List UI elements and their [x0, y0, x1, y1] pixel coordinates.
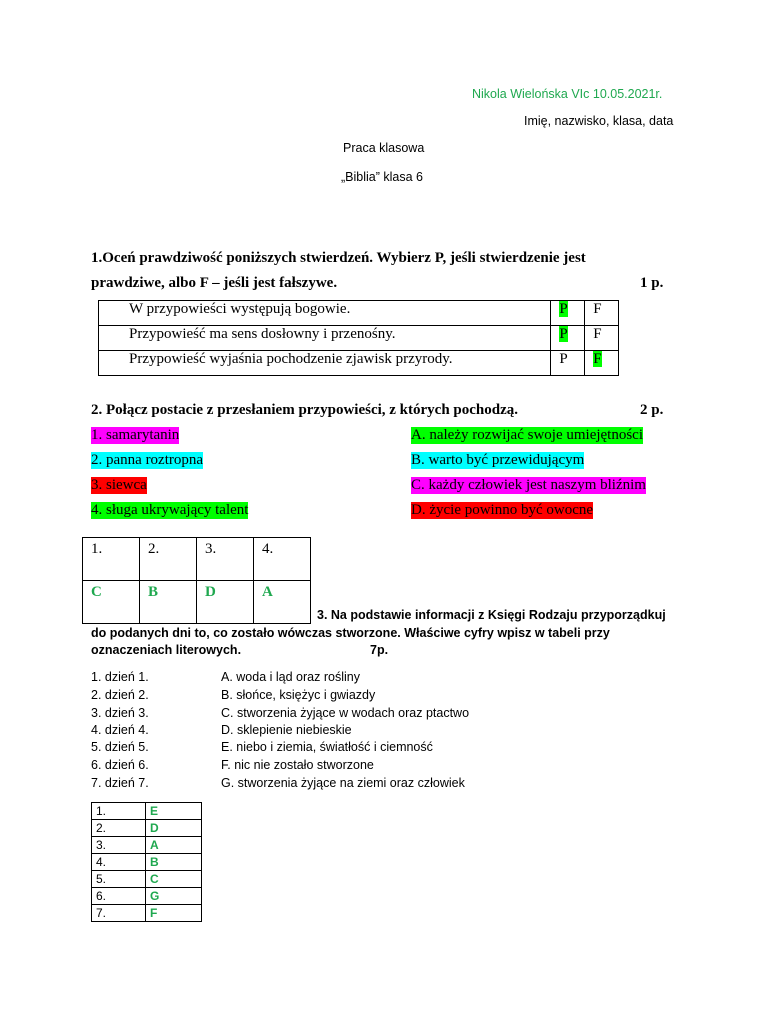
task3-instruction-line3: oznaczeniach literowych.: [91, 643, 242, 657]
table-row: [99, 351, 619, 376]
task3-instruction-line1: 3. Na podstawie informacji z Księgi Rodzaju przyporządkuj: [317, 608, 666, 622]
answer-cell[interactable]: A: [146, 837, 202, 854]
row-number: 3.: [92, 837, 146, 854]
day-item: 7. dzień 7.: [91, 776, 149, 790]
task3-instruction-line2: do podanych dni to, co zostało wówczas stworzone. Właściwe cyfry wpisz w tabeli przy: [91, 626, 610, 640]
task2-answer-table: [82, 537, 311, 624]
option-f[interactable]: [585, 326, 619, 351]
day-item: 5. dzień 5.: [91, 740, 149, 754]
task3-answer-table: [91, 802, 202, 922]
answer-cell[interactable]: C: [83, 581, 140, 624]
answer-cell[interactable]: G: [146, 888, 202, 905]
table-row: [92, 820, 202, 837]
answer-cell[interactable]: A: [254, 581, 311, 624]
day-item: 4. dzień 4.: [91, 723, 149, 737]
message-d: D. życie powinno być owocne: [411, 502, 594, 518]
option-f[interactable]: [585, 301, 619, 326]
row-number: 1.: [92, 803, 146, 820]
task1-table: [98, 300, 619, 376]
task1-points: 1 p.: [640, 275, 664, 291]
answer-cell[interactable]: D: [146, 820, 202, 837]
message-c: C. każdy człowiek jest naszym bliźnim: [411, 477, 646, 493]
option-label: P: [559, 351, 568, 367]
character-3: 3. siewca: [91, 477, 147, 493]
selected-mark: P: [559, 301, 568, 317]
statement: Przypowieść wyjaśnia pochodzenie zjawisk przyrody.: [99, 351, 551, 376]
header-cell: 3.: [197, 538, 254, 581]
statement: W przypowieści występują bogowie.: [99, 301, 551, 326]
row-number: 4.: [92, 854, 146, 871]
selected-mark: F: [593, 351, 602, 367]
table-row: [99, 326, 619, 351]
task1-instruction-line1: 1.Oceń prawdziwość poniższych stwierdzeń. Wybierz P, jeśli stwierdzenie jest: [91, 250, 586, 266]
row-number: 6.: [92, 888, 146, 905]
answer-cell[interactable]: B: [146, 854, 202, 871]
table-row: [92, 803, 202, 820]
header-cell: 4.: [254, 538, 311, 581]
answer-cell[interactable]: F: [146, 905, 202, 922]
creation-option: A. woda i ląd oraz rośliny: [221, 670, 360, 684]
option-label: F: [593, 326, 602, 342]
answer-cell[interactable]: C: [146, 871, 202, 888]
day-item: 2. dzień 2.: [91, 688, 149, 702]
task1-instruction-line2: prawdziwe, albo F – jeśli jest fałszywe.: [91, 275, 338, 291]
creation-option: E. niebo i ziemia, światłość i ciemność: [221, 740, 433, 754]
document-subject: „Biblia” klasa 6: [341, 170, 423, 184]
table-row: [99, 301, 619, 326]
table-row: [83, 581, 311, 624]
row-number: 5.: [92, 871, 146, 888]
option-p[interactable]: [551, 351, 585, 376]
option-p[interactable]: [551, 301, 585, 326]
task3-points: 7p.: [370, 643, 389, 657]
row-number: 2.: [92, 820, 146, 837]
table-row: [92, 888, 202, 905]
task2-points: 2 p.: [640, 402, 664, 418]
table-row: [92, 905, 202, 922]
field-hint: Imię, nazwisko, klasa, data: [524, 114, 674, 128]
selected-mark: P: [559, 326, 568, 342]
table-row: [92, 854, 202, 871]
task2-instruction: 2. Połącz postacie z przesłaniem przypowieści, z których pochodzą.: [91, 402, 519, 418]
day-item: 1. dzień 1.: [91, 670, 149, 684]
table-row: [92, 837, 202, 854]
student-info: Nikola Wielońska VIc 10.05.2021r.: [472, 87, 663, 101]
character-1: 1. samarytanin: [91, 427, 180, 443]
header-cell: 1.: [83, 538, 140, 581]
character-4: 4. sługa ukrywający talent: [91, 502, 249, 518]
statement: Przypowieść ma sens dosłowny i przenośny.: [99, 326, 551, 351]
document-type: Praca klasowa: [343, 141, 425, 155]
day-item: 6. dzień 6.: [91, 758, 149, 772]
header-cell: 2.: [140, 538, 197, 581]
option-label: F: [593, 301, 602, 317]
message-a: A. należy rozwijać swoje umiejętności: [411, 427, 644, 443]
creation-option: D. sklepienie niebieskie: [221, 723, 352, 737]
table-row: [83, 538, 311, 581]
row-number: 7.: [92, 905, 146, 922]
option-p[interactable]: [551, 326, 585, 351]
table-row: [92, 871, 202, 888]
creation-option: C. stworzenia żyjące w wodach oraz ptactwo: [221, 706, 470, 720]
message-b: B. warto być przewidującym: [411, 452, 585, 468]
character-2: 2. panna roztropna: [91, 452, 204, 468]
creation-option: B. słońce, księżyc i gwiazdy: [221, 688, 376, 702]
answer-cell[interactable]: D: [197, 581, 254, 624]
option-f[interactable]: [585, 351, 619, 376]
day-item: 3. dzień 3.: [91, 706, 149, 720]
creation-option: F. nic nie zostało stworzone: [221, 758, 374, 772]
answer-cell[interactable]: E: [146, 803, 202, 820]
creation-option: G. stworzenia żyjące na ziemi oraz człowiek: [221, 776, 465, 790]
answer-cell[interactable]: B: [140, 581, 197, 624]
